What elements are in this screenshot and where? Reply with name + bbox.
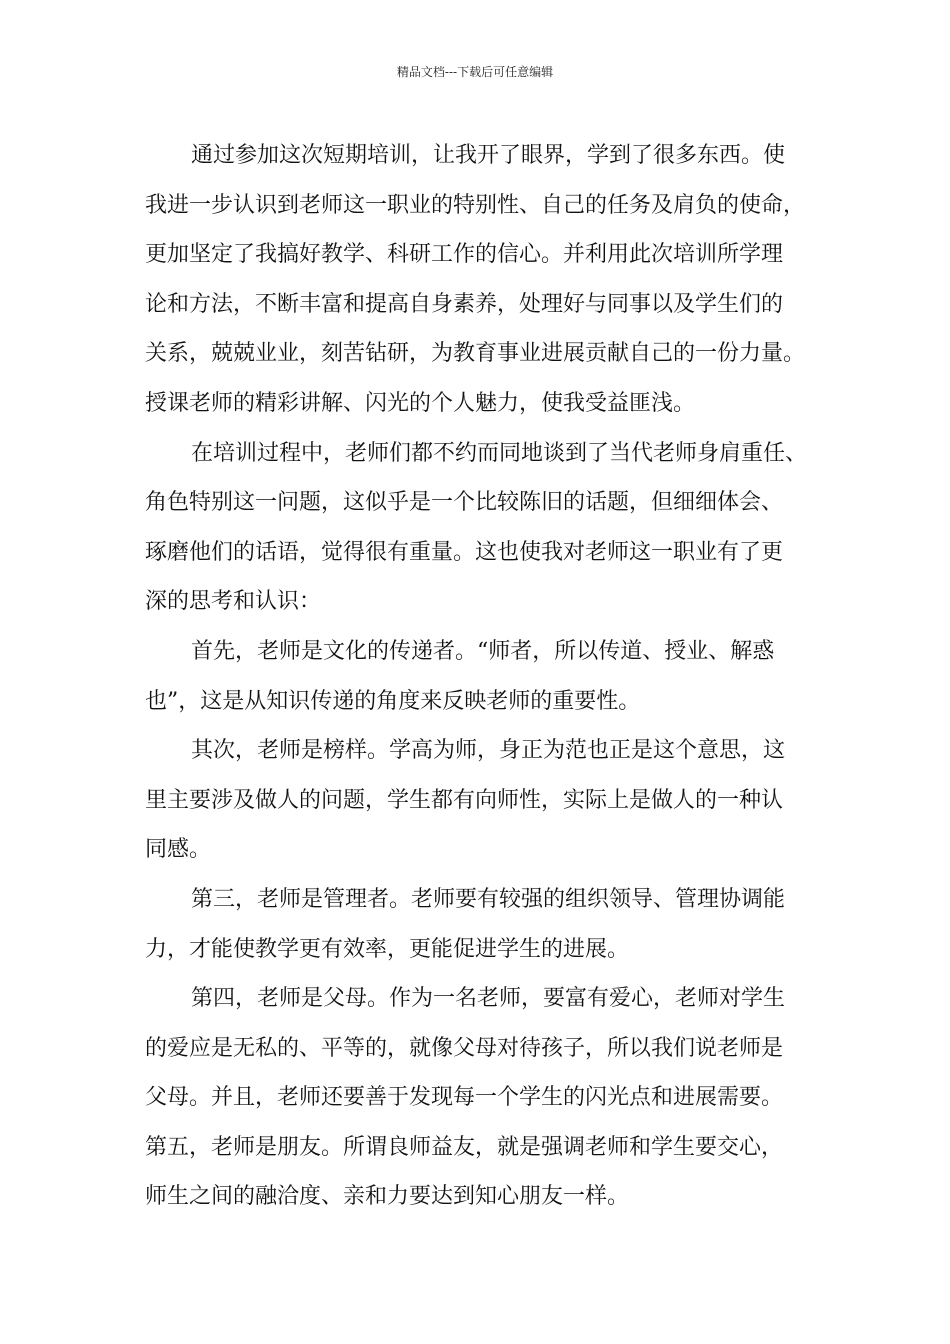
text-line: 琢磨他们的话语，觉得很有重量。这也使我对老师这一职业有了更 <box>145 539 784 565</box>
text-line: 师生之间的融洽度、亲和力要达到知心朋友一样。 <box>145 1184 630 1210</box>
text-line: 里主要涉及做人的问题，学生都有向师性，实际上是做人的一种认 <box>145 787 784 813</box>
text-line: 其次，老师是榜样。学高为师，身正为范也正是这个意思，这 <box>191 738 786 764</box>
text-line: 第三，老师是管理者。老师要有较强的组织领导、管理协调能 <box>191 886 786 912</box>
text-line: 论和方法，不断丰富和提高自身素养，处理好与同事以及学生们的 <box>145 291 784 317</box>
text-line: 第四，老师是父母。作为一名老师，要富有爱心，老师对学生 <box>191 986 786 1012</box>
text-line: 通过参加这次短期培训，让我开了眼界，学到了很多东西。使 <box>191 143 786 168</box>
text-line: 第五，老师是朋友。所谓良师益友，就是强调老师和学生要交心， <box>145 1134 784 1160</box>
text-line: 也”，这是从知识传递的角度来反映老师的重要性。 <box>145 688 641 714</box>
text-line: 关系，兢兢业业，刻苦钻研，为教育事业进展贡献自己的一份力量。 <box>145 341 806 367</box>
text-line: 力，才能使教学更有效率，更能促进学生的进展。 <box>145 936 630 962</box>
text-line: 我进一步认识到老师这一职业的特别性、自己的任务及肩负的使命， <box>145 192 806 218</box>
text-line: 更加坚定了我搞好教学、科研工作的信心。并利用此次培训所学理 <box>145 242 784 268</box>
text-line: 在培训过程中，老师们都不约而同地谈到了当代老师身肩重任、 <box>191 440 808 466</box>
text-line: 首先，老师是文化的传递者。“师者，所以传道、授业、解惑 <box>191 638 775 664</box>
text-line: 深的思考和认识： <box>145 589 322 615</box>
text-line: 同感。 <box>145 837 212 863</box>
text-line: 父母。并且，老师还要善于发现每一个学生的闪光点和进展需要。 <box>145 1085 784 1111</box>
page-header: 精品文档---下载后可任意编辑 <box>396 65 554 79</box>
text-line: 授课老师的精彩讲解、闪光的个人魅力，使我受益匪浅。 <box>145 390 696 416</box>
document-body <box>145 131 825 1222</box>
text-line: 角色特别这一问题，这似乎是一个比较陈旧的话题，但细细体会、 <box>145 490 784 516</box>
text-line: 的爱应是无私的、平等的，就像父母对待孩子，所以我们说老师是 <box>145 1035 784 1061</box>
